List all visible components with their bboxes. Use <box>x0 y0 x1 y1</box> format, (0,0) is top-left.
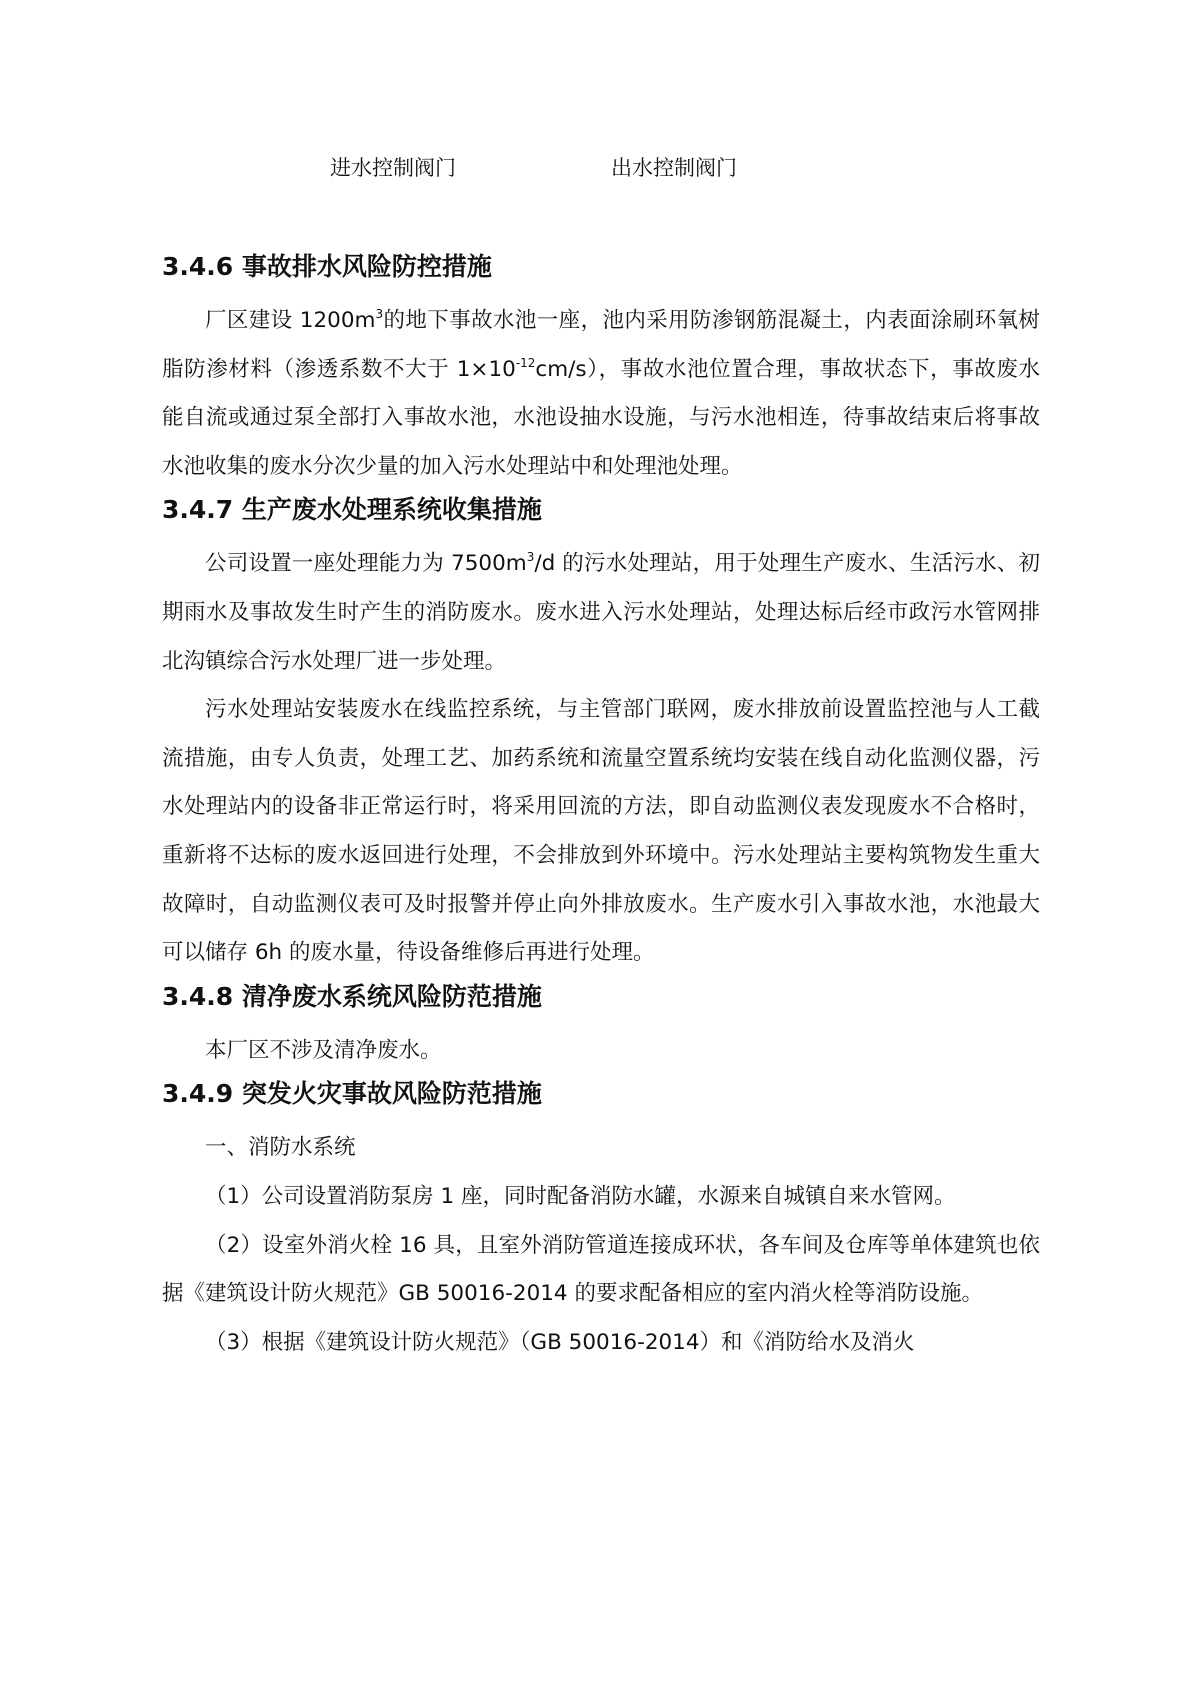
section-heading-3-4-7: 3.4.7 生产废水处理系统收集措施 <box>162 495 542 525</box>
text-span: 厂区建设 1200m <box>205 308 376 333</box>
text-span: 公司设置一座处理能力为 7500m <box>205 551 527 577</box>
superscript: 3 <box>526 550 535 565</box>
section-heading-3-4-8: 3.4.8 清净废水系统风险防范措施 <box>162 981 542 1011</box>
text-span: /d 的污水处理站，用于处理生产废水、生活污水、初期雨水及事故发生时产生的消防废水。废水进入污水处理站，处理达标后经市政污水管网排北沟镇综合污水处理厂进一步处理。 <box>162 551 1040 674</box>
section-heading-3-4-9: 3.4.9 突发火灾事故风险防范措施 <box>162 1079 542 1109</box>
section-3-4-7-paragraph-1 <box>162 540 1040 686</box>
fire-water-system-title: 一、消防水系统 <box>205 1135 356 1161</box>
section-3-4-7-paragraph-2: 污水处理站安装废水在线监控系统，与主管部门联网，废水排放前设置监控池与人工截流措施，由专人负责，处理工艺、加药系统和流量空置系统均安装在线自动化监测仪器，污水处理站内的设备非正常运行时，将采用回流的方法，即自动监测仪表发现废水不合格时，重新将不达标的废水返回进行处理，不会排放到外环境中。污水处理站主要构筑物发生重大故障时，自动监测仪表可及时报警并停止向外排放废水。生产废水引入事故水池，水池最大可以储存 6h 的废水量，待设备维修后再进行处理。 <box>162 697 1040 966</box>
text-span: cm/s），事故水池位置合理，事故状态下，事故废水能自流或通过泵全部打入事故水池，水池设抽水设施，与污水池相连，待事故结束后将事故水池收集的废水分次少量的加入污水处理站中和处理池处理。 <box>162 356 1041 479</box>
inlet-valve-caption: 进水控制阀门 <box>330 156 456 180</box>
document-body <box>162 248 1040 1367</box>
section-3-4-8-paragraph: 本厂区不涉及清净废水。 <box>205 1037 442 1063</box>
section-3-4-6-paragraph <box>162 297 1040 491</box>
superscript: 3 <box>375 307 384 321</box>
fire-item-1: （1）公司设置消防泵房 1 座，同时配备消防水罐，水源来自城镇自来水管网。 <box>205 1183 956 1209</box>
fire-item-3: （3）根据《建筑设计防火规范》（GB 50016-2014）和《消防给水及消火 <box>205 1329 915 1355</box>
section-heading-3-4-6: 3.4.6 事故排水风险防控措施 <box>162 252 492 281</box>
superscript: -12 <box>515 355 536 370</box>
text-span: 的地下事故水池一座，池内采用防渗钢筋混凝土，内表面涂刷环氧树脂防渗材料（渗透系数不大于 1×10 <box>162 308 1040 382</box>
fire-item-2: （2）设室外消火栓 16 具，且室外消防管道连接成环状，各车间及仓库等单体建筑也依据《建筑设计防火规范》GB 50016-2014 的要求配备相应的室内消火栓等消防设施。 <box>162 1232 1040 1307</box>
outlet-valve-caption: 出水控制阀门 <box>611 156 737 180</box>
